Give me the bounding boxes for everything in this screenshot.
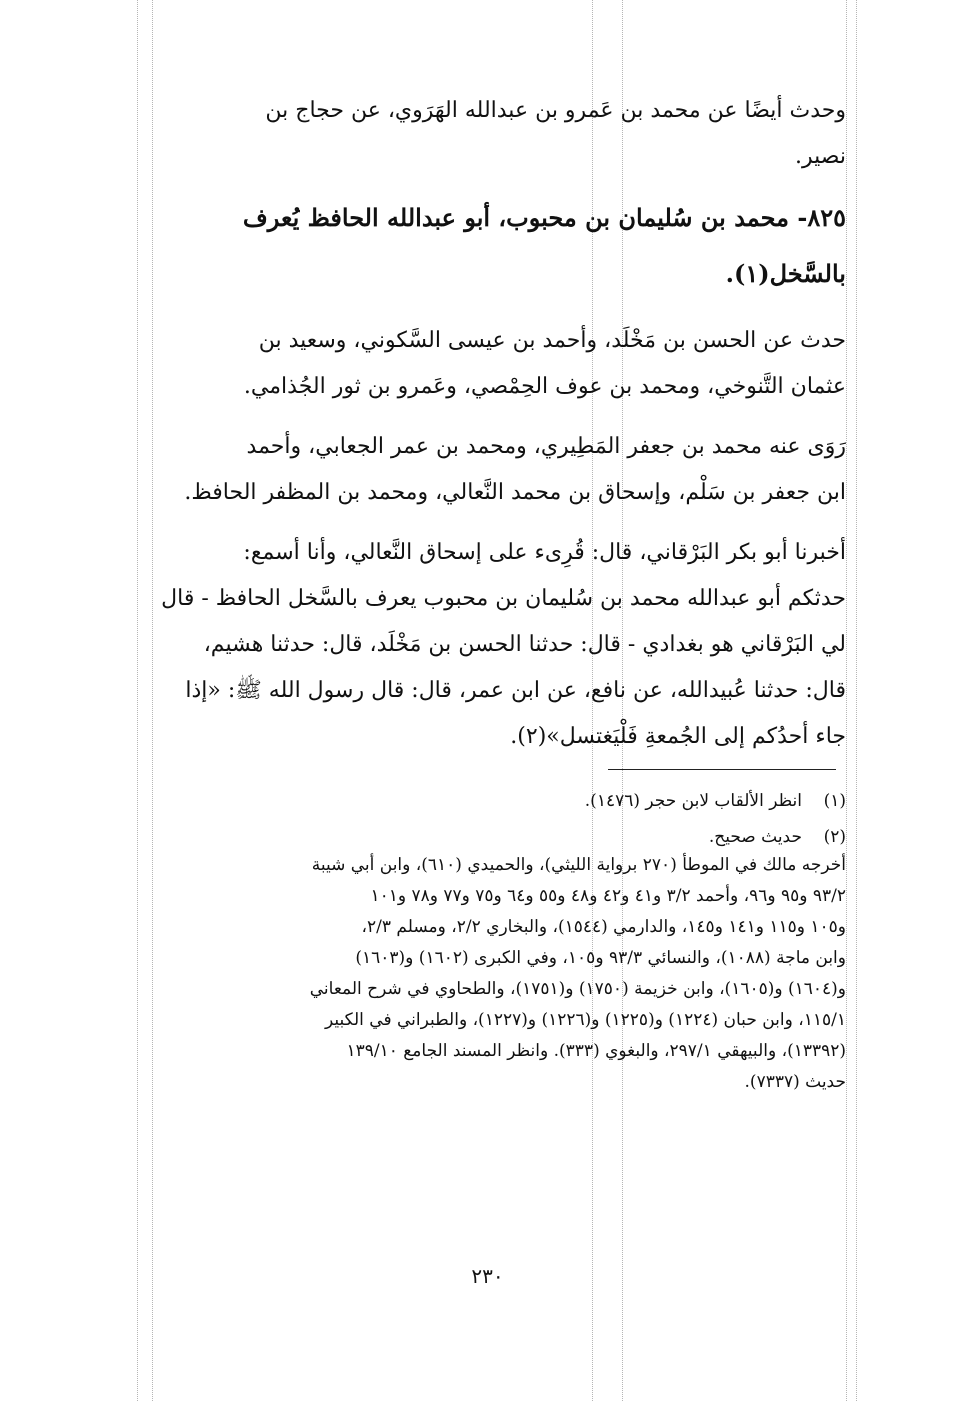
footnote-line: حديث (٧٣٣٧).	[744, 1072, 846, 1092]
footnote-1	[138, 786, 846, 816]
entry-heading	[138, 190, 846, 302]
paragraph-2	[138, 318, 846, 410]
text-line: حدث عن الحسن بن مَخْلَد، وأحمد بن عيسى السَّكوني، وسعيد بن	[258, 328, 846, 353]
paragraph-4	[138, 530, 846, 760]
footnote-text: حديث صحيح.	[708, 827, 802, 847]
text-line: جاء أحدُكم إلى الجُمعةِ فَلْيَغتسل»(٢).	[510, 724, 846, 749]
footnote-text: انظر الألقاب لابن حجر (١٤٧٦).	[584, 791, 802, 811]
page-number: ٢٣٠	[471, 1264, 504, 1288]
scan-guide-line	[846, 0, 847, 1401]
footnote-line: (١٣٣٩٢)، والبيهقي ٢٩٧/١، والبغوي (٣٣٣). وانظر المسند الجامع ١٣٩/١٠	[346, 1041, 846, 1061]
footnote-2-body	[138, 850, 846, 1098]
text-line: لي البَرْقاني هو بغدادي - قال: حدثنا الحسن بن مَخْلَد، قال: حدثنا هشيم،	[203, 632, 846, 657]
text-line: ابن جعفر بن سَلْم، وإسحاق بن محمد النَّعالي، ومحمد بن المظفر الحافظ.	[184, 480, 846, 505]
paragraph-1	[138, 88, 846, 180]
footnote-number: (١)	[823, 791, 846, 811]
footnote-line: و١٠٥ و١١٥ و١٤١ و١٤٥، والدارمي (١٥٤٤)، والبخاري ٢/٢، ومسلم ٢/٣،	[361, 917, 846, 937]
footnote-line: و(١٦٠٤) و(١٦٠٥)، وابن خزيمة (١٧٥٠) و(١٧٥١)، والطحاوي في شرح المعاني	[309, 979, 846, 999]
text-line: حدثكم أبو عبدالله محمد بن سُليمان بن محبوب يعرف بالسَّخل الحافظ - قال	[161, 586, 846, 611]
text-line: وحدث أيضًا عن محمد بن عَمرو بن عبدالله الهَرَوي، عن حجاج بن	[265, 98, 846, 123]
footnote-line: أخرجه مالك في الموطأ (٢٧٠ برواية الليثي)، والحميدي (٦١٠)، وابن أبي شيبة	[311, 855, 846, 875]
footnote-divider	[608, 769, 836, 770]
heading-line: ٨٢٥- محمد بن سُليمان بن محبوب، أبو عبدالله الحافظ يُعرف	[242, 203, 846, 232]
text-line: أخبرنا أبو بكر البَرْقاني، قال: قُرِىء على إسحاق النَّعالي، وأنا أسمع:	[243, 540, 846, 565]
heading-line: بالسَّخل(١).	[725, 259, 846, 288]
text-line: نصير.	[795, 144, 846, 169]
text-line: عثمان التَّنوخي، ومحمد بن عوف الحِمْصي، وعَمرو بن ثور الجُذامي.	[243, 374, 846, 399]
footnote-line: ٩٣/٢ و٩٥ و٩٦، وأحمد ٣/٢ و٤١ و٤٢ و٤٨ و٥٥ و٦٤ و٧٥ و٧٧ و٧٨ و١٠١	[370, 886, 846, 906]
scan-guide-line	[856, 0, 857, 1401]
paragraph-3	[138, 424, 846, 516]
footnote-line: ١١٥/١، وابن حبان (١٢٢٤) و(١٢٢٥) و(١٢٢٦) و(١٢٢٧)، والطبراني في الكبير	[324, 1010, 846, 1030]
text-line: قال: حدثنا عُبيدالله، عن نافع، عن ابن عمر، قال: قال رسول الله ﷺ: «إذا	[185, 678, 846, 703]
footnote-number: (٢)	[823, 827, 846, 847]
footnote-2	[138, 822, 846, 852]
text-line: رَوَى عنه محمد بن جعفر المَطِيري، ومحمد بن عمر الجعابي، وأحمد	[246, 434, 846, 459]
footnote-line: وابن ماجة (١٠٨٨)، والنسائي ٩٣/٣ و١٠٥، وفي الكبرى (١٦٠٢) و(١٦٠٣)	[355, 948, 846, 968]
